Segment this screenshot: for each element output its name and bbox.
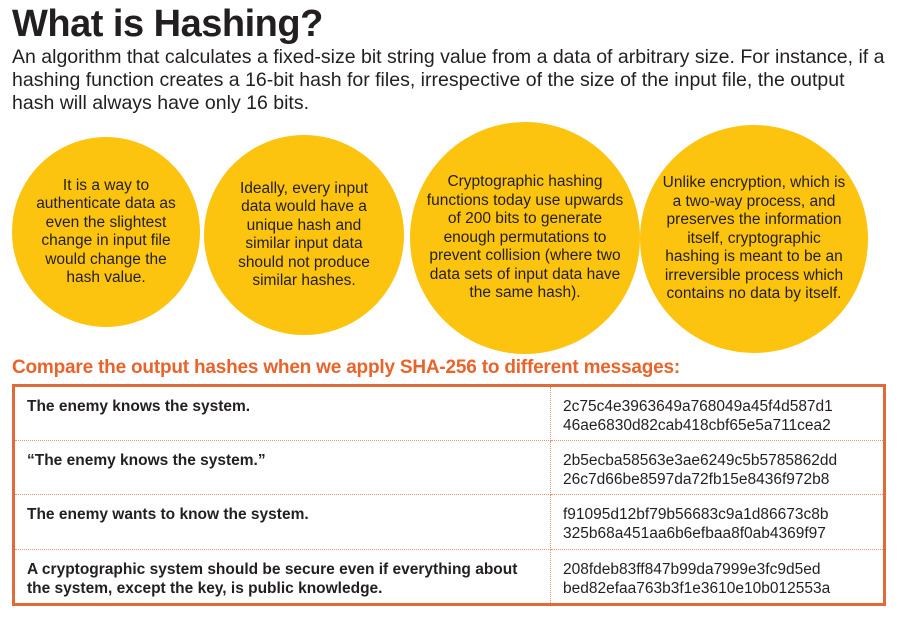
fact-circle-text: Ideally, every input data would have a unique hash and similar input data should not produce similar hashes.	[238, 179, 370, 289]
hash-cell	[551, 549, 885, 604]
hash-line: 2b5ecba58563e3ae6249c5b5785862dd	[563, 452, 838, 470]
message-cell: The enemy knows the system.	[14, 386, 551, 441]
hash-cell	[551, 441, 885, 495]
hash-line: 2c75c4e3963649a768049a45f4d587d1	[563, 398, 833, 415]
hash-comparison-table	[12, 384, 886, 606]
hash-cell	[551, 495, 885, 549]
hash-line: 208fdeb83ff847b99da7999e3fc9d5ed	[563, 560, 821, 578]
fact-circle-text: Cryptographic hashing functions today use upwards of 200 bits to generate enough permutations to prevent collision (where two data sets of input data have the same hash).	[426, 173, 624, 302]
hash-line: 46ae6830d82cab418cbf65e5a711cea2	[563, 417, 831, 434]
message-cell: The enemy wants to know the system.	[14, 495, 551, 549]
message-cell: A cryptographic system should be secure even if everything about the system, except the key, is public knowledge.	[14, 549, 551, 604]
intro-paragraph: An algorithm that calculates a fixed-size bit string value from a data of arbitrary size. For instance, if a hashing function creates a 16-bit hash for files, irrespective of the size of the input file, the output hash will always have only 16 bits.	[12, 46, 885, 114]
fact-circle-unique-hash	[204, 135, 404, 335]
table-row	[14, 495, 885, 549]
fact-circle-authentication	[12, 137, 200, 327]
comparison-heading: Compare the output hashes when we apply SHA-256 to different messages:	[12, 357, 681, 378]
fact-circle-irreversible	[640, 125, 868, 353]
hash-cell	[551, 386, 885, 441]
hash-line: 26c7d66be8597da72fb15e8436f972b8	[563, 471, 830, 489]
table-row	[14, 441, 885, 495]
table-row	[14, 386, 885, 441]
fact-circle-collision	[410, 122, 640, 354]
hash-line: f91095d12bf79b56683c9a1d86673c8b	[563, 506, 829, 524]
hash-line: 325b68a451aa6b6efbaa8f0ab4369f97	[563, 525, 826, 543]
fact-circle-text: It is a way to authenticate data as even the slightest change in input file would change the hash value.	[36, 176, 176, 286]
table-row	[14, 549, 885, 604]
page-title: What is Hashing?	[12, 3, 323, 45]
hash-line: bed82efaa763b3f1e3610e10b012553a	[563, 579, 831, 597]
fact-circle-text: Unlike encryption, which is a two-way process, and preserves the information itself, cryptographic hashing is meant to be an irreversible process which contains no data by itself.	[662, 174, 846, 303]
message-cell: “The enemy knows the system.”	[14, 441, 551, 495]
